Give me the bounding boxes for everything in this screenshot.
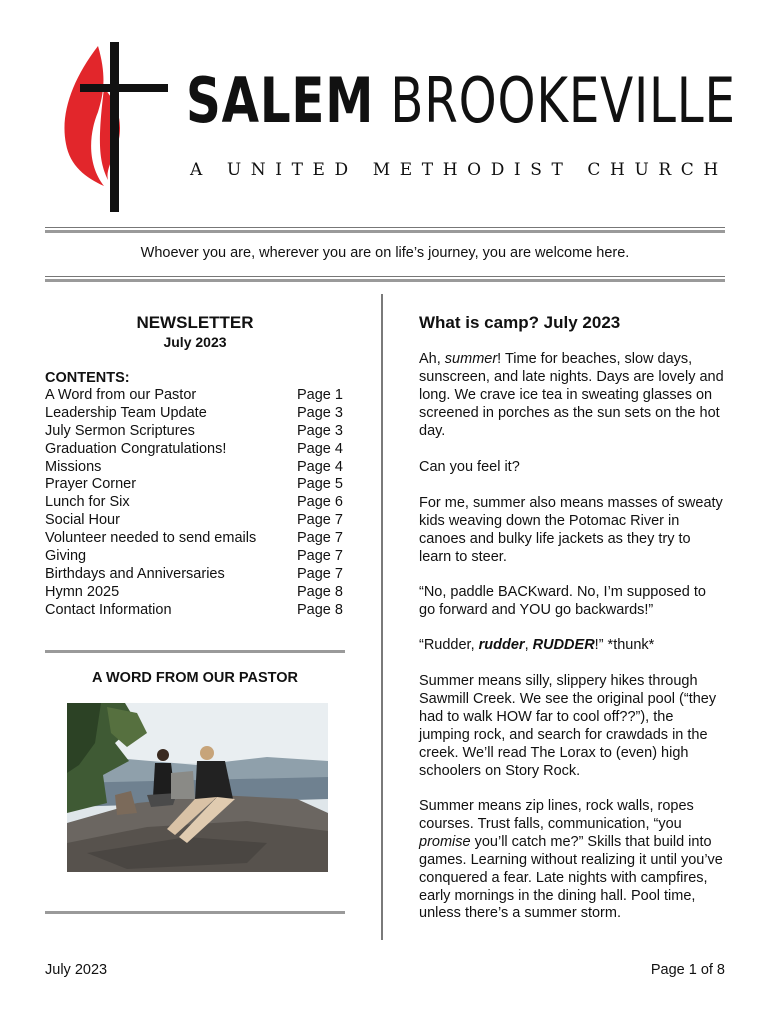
toc-title: Graduation Congratulations! — [45, 440, 227, 457]
table-of-contents — [45, 387, 345, 620]
pastor-divider-bottom — [45, 911, 345, 914]
church-name — [186, 64, 736, 137]
toc-page: Page 7 — [297, 530, 343, 547]
toc-title: Lunch for Six — [45, 494, 130, 511]
header-divider-thick — [45, 230, 725, 233]
article-paragraph-6: Summer means silly, slippery hikes through Sawmill Creek. We see the original pool (“they had to walk HOW far to cool off??”), the jumping rock, and search for crawdads in the creek. We’ll read The Lorax to (even) high schoolers on Story Rock. — [419, 673, 717, 779]
newsletter-title: NEWSLETTER — [136, 313, 254, 332]
article-paragraph-7: Summer means zip lines, rock walls, ropes courses. Trust falls, communication, “you promise you’ll catch me?” Skills that build into games. Learning without realizing it until you’ve conquered a fear. Late nights with campfires, early mornings in the dining hall. Pool time, unless there’s a summer storm. — [419, 798, 723, 922]
toc-item — [45, 441, 345, 459]
footer-date: July 2023 — [45, 962, 108, 978]
church-name-bold: SALEM — [186, 64, 375, 137]
church-subtitle: A UNITED METHODIST CHURCH — [190, 160, 728, 180]
article-paragraph-3: For me, summer also means masses of sweaty kids weaving down the Potomac River in canoes and bulky life jackets as they try to learn to steer. — [419, 495, 723, 565]
footer-page-number: Page 1 of 8 — [650, 962, 725, 978]
article-paragraph-2: Can you feel it? — [419, 459, 520, 475]
toc-page: Page 1 — [297, 387, 343, 403]
cross-and-flame-logo — [58, 40, 173, 215]
toc-page: Page 7 — [297, 565, 343, 582]
newsletter-date: July 2023 — [163, 334, 227, 350]
toc-page: Page 6 — [297, 494, 343, 511]
toc-item — [45, 387, 345, 405]
toc-page: Page 8 — [297, 601, 343, 618]
toc-page: Page 7 — [297, 512, 343, 529]
flame-left — [64, 46, 104, 186]
toc-page: Page 4 — [297, 440, 343, 457]
toc-item — [45, 602, 345, 620]
contents-heading: CONTENTS: — [45, 370, 130, 386]
toc-item — [45, 476, 345, 494]
article-title: What is camp? July 2023 — [419, 313, 621, 332]
toc-page: Page 8 — [297, 583, 343, 600]
column-divider — [381, 294, 383, 940]
toc-page: Page 7 — [297, 548, 343, 565]
toc-page: Page 3 — [297, 404, 343, 421]
toc-title: Hymn 2025 — [45, 583, 120, 600]
header-divider-thin — [45, 227, 725, 228]
toc-item — [45, 494, 345, 512]
toc-title: July Sermon Scriptures — [45, 422, 195, 439]
toc-title: Giving — [45, 548, 87, 565]
tagline: Whoever you are, wherever you are on life’s journey, you are welcome here. — [140, 245, 630, 261]
toc-item — [45, 530, 345, 548]
toc-page: Page 3 — [297, 422, 343, 439]
toc-title: Birthdays and Anniversaries — [45, 565, 225, 582]
church-name-light: BROOKEVILLE — [390, 64, 736, 137]
toc-title: Prayer Corner — [45, 476, 137, 493]
toc-item — [45, 512, 345, 530]
toc-item — [45, 566, 345, 584]
toc-title: Volunteer needed to send emails — [45, 530, 257, 547]
toc-item — [45, 584, 345, 602]
toc-page: Page 5 — [297, 476, 343, 493]
toc-item — [45, 459, 345, 477]
pastor-hiking-photo — [67, 703, 328, 872]
article-paragraph-5: “Rudder, rudder, RUDDER!” *thunk* — [419, 637, 655, 653]
toc-page: Page 4 — [297, 458, 343, 475]
toc-title: Social Hour — [45, 512, 120, 529]
article-paragraph-4: “No, paddle BACKward. No, I’m supposed to go forward and YOU go backwards!” — [419, 584, 706, 618]
article-paragraph-1: Ah, summer! Time for beaches, slow days, sunscreen, and late nights. Days are lovely and long. We crave ice tea in sweating glasses on screened in porches as the sun sets on the hot day. — [419, 351, 724, 439]
tagline-divider-thick — [45, 279, 725, 282]
toc-title: Leadership Team Update — [45, 404, 207, 421]
cross-vertical — [110, 42, 119, 212]
toc-item — [45, 548, 345, 566]
toc-item — [45, 423, 345, 441]
toc-title: A Word from our Pastor — [45, 387, 197, 403]
pastor-divider-top — [45, 650, 345, 653]
toc-title: Missions — [45, 458, 102, 475]
pastor-heading: A WORD FROM OUR PASTOR — [92, 670, 298, 686]
cross-horizontal — [80, 84, 168, 92]
tagline-divider-thin — [45, 276, 725, 277]
toc-title: Contact Information — [45, 601, 172, 618]
toc-item — [45, 405, 345, 423]
